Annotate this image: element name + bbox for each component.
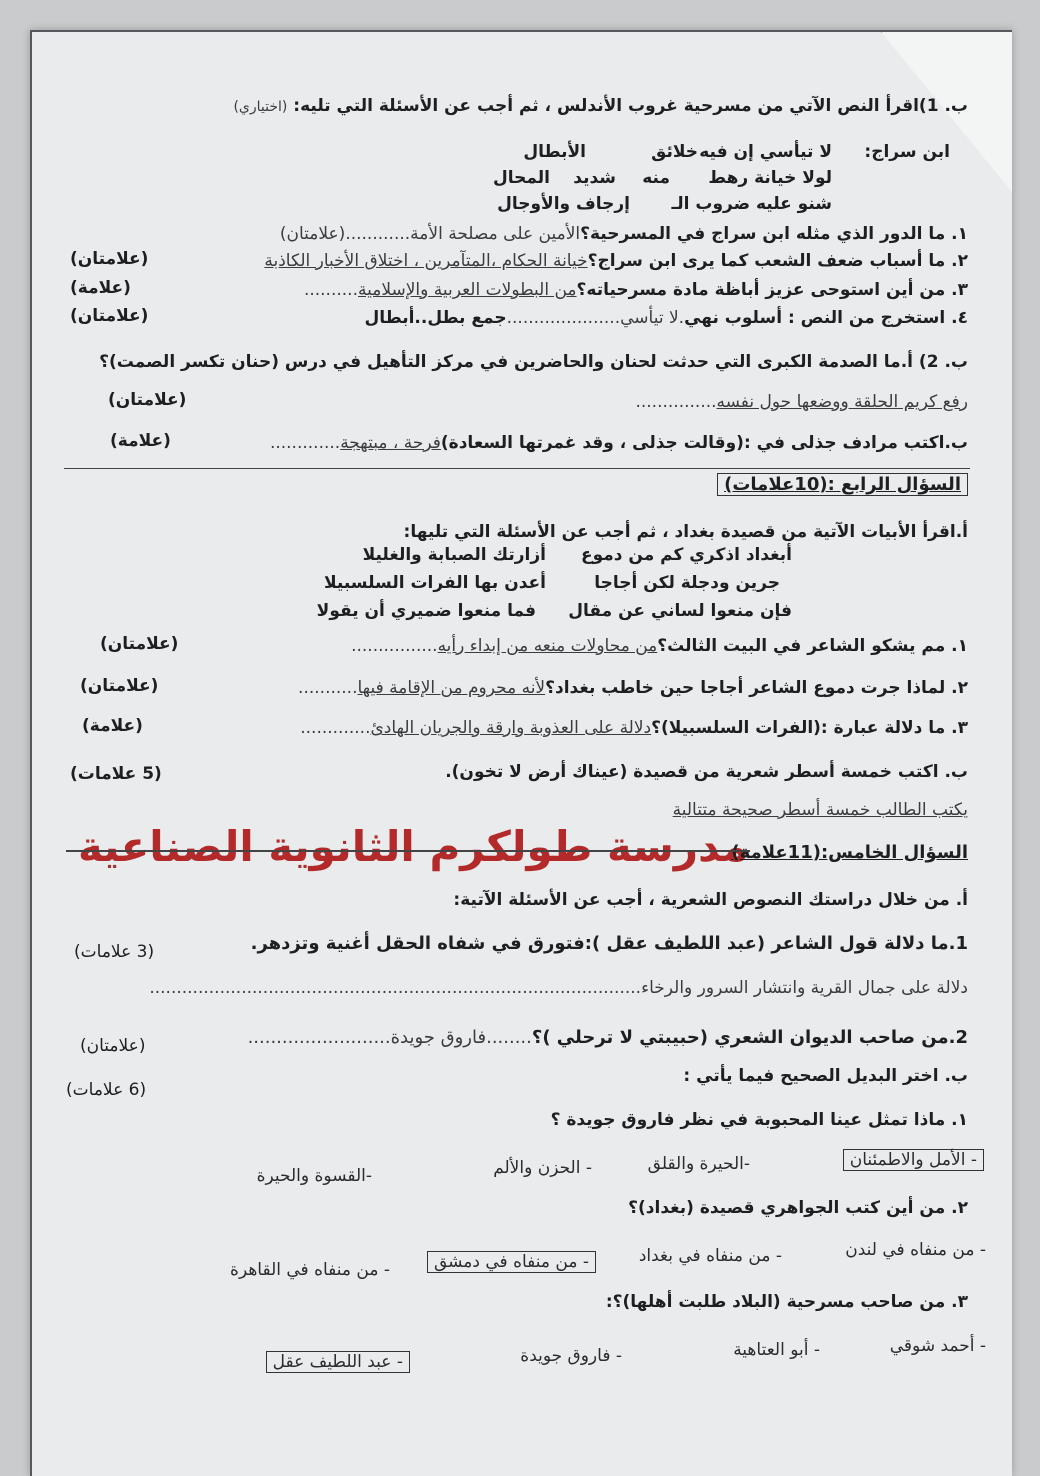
mcq-3-option[interactable]: - أحمد شوقي [889,1336,986,1356]
question-5b: ب. اختر البديل الصحيح فيما يأتي : [683,1066,968,1086]
answer-4b: يكتب الطالب خمسة أسطر صحيحة متتالية [672,800,968,820]
mark-label: (علامتان) [80,676,159,696]
verse-part: الأبطال [523,142,586,162]
mcq-3-option[interactable]: - عبد اللطيف عقل [266,1352,410,1372]
mcq-2-option[interactable]: - من منفاه في القاهرة [230,1260,390,1280]
question-3b-4: ٤. استخرج من النص : أسلوب نهي.لا تيأسي.....................جمع بطل..أبطال [364,308,968,328]
verse-part: منه [642,168,670,188]
answer-5a-1: دلالة على جمال القرية وانتشار السرور والرخاء........................................................................................... [149,978,968,998]
mcq-1: ١. ماذا تمثل عينا المحبوبة في نظر فاروق جويدة ؟ [550,1110,968,1130]
question-4b: ب. اكتب خمسة أسطر شعرية من قصيدة (عيناك أرض لا تخون). [445,762,968,782]
section5-intro: أ. من خلال دراستك النصوص الشعرية ، أجب عن الأسئلة الآتية: [453,890,968,910]
poem-line: فإن منعوا لساني عن مقال [568,601,792,621]
verse-part: لولا خيانة رهط [708,168,832,188]
mcq-2: ٢. من أين كتب الجواهري قصيدة (بغداد)؟ [628,1198,968,1218]
mark-label: (5 علامات) [70,764,162,784]
mcq-2-option[interactable]: - من منفاه في دمشق [427,1252,596,1272]
mcq-3-option[interactable]: - فاروق جويدة [520,1346,622,1366]
mark-label: (علامتان) [108,390,187,410]
mcq-1-option[interactable]: -القسوة والحيرة [256,1166,372,1186]
mcq-3: ٣. من صاحب مسرحية (البلاد طلبت أهلها)؟: [605,1292,968,1312]
verse-speaker: ابن سراج: [864,142,950,162]
question-4a-1: ١. مم يشكو الشاعر في البيت الثالث؟من محاولات منعه من إبداء رأيه................ [351,636,968,656]
question-5a-1: 1.ما دلالة قول الشاعر (عبد اللطيف عقل ):فتورق في شفاه الحقل أغنية وتزدهر. [250,933,968,954]
mcq-3-option[interactable]: - أبو العتاهية [733,1340,820,1360]
question-5a-2: 2.من صاحب الديوان الشعري (حبيبتي لا ترحلي )؟........فاروق جويدة......................... [247,1027,968,1048]
mcq-1-option[interactable]: - الحزن والألم [493,1158,592,1178]
mark-label: (3 علامات) [74,942,155,962]
mark-label: (علامتان) [70,249,149,269]
section5-title: السؤال الخامس:(11علامة) [731,842,968,863]
verse-part: شنو عليه ضروب الـ [671,194,832,214]
divider [64,468,970,469]
mark-label: (6 علامات) [66,1080,147,1100]
mcq-1-option[interactable]: -الحيرة والقلق [647,1154,750,1174]
question-b1: ب. 1)اقرأ النص الآتي من مسرحية غروب الأندلس ، ثم أجب عن الأسئلة التي تليه: (اختياري) [233,96,968,116]
section4-title: السؤال الرابع :(10علامات) [717,474,968,495]
verse-part: خلائق [651,142,698,162]
mcq-1-option[interactable]: - الأمل والاطمئنان [843,1150,984,1170]
question-3b-1: ١. ما الدور الذي مثله ابن سراج في المسرحية؟الأمين على مصلحة الأمة............(علامتان) [279,224,968,244]
strike-line [66,850,750,852]
verse-part: شديد [573,168,616,188]
question-4a-3: ٣. ما دلالة عبارة :(الفرات السلسبيلا)؟دلالة على العذوبة وارقة والجريان الهادئ............. [300,718,968,738]
poem-line: أعدن بها الفرات السلسبيلا [324,573,546,593]
question-b2: ب. 2) أ.ما الصدمة الكبرى التي حدثت لحنان والحاضرين في مركز التأهيل في درس (حنان تكسر الصمت)؟ [99,352,968,372]
mark-label: (علامة) [110,431,171,451]
mcq-2-option[interactable]: - من منفاه في لندن [845,1240,986,1260]
verse-part: لا تيأسي إن فيه [699,142,832,162]
question-b2b: ب.اكتب مرادف جذلى في :(وقالت جذلى ، وقد غمرتها السعادة)فرحة ، مبتهجة............. [269,433,968,453]
answer-b2: رفع كريم الحلقة ووضعها حول نفسه............... [635,392,968,412]
question-3b-3: ٣. من أين استوحى عزيز أباظة مادة مسرحياته؟من البطولات العربية والإسلامية.......... [303,280,968,300]
mark-label: (علامتان) [100,634,179,654]
section4-intro: أ.اقرأ الأبيات الآتية من قصيدة بغداد ، ثم أجب عن الأسئلة التي تليها: [403,522,968,542]
poem-line: أبغداد اذكري كم من دموع [580,545,792,565]
mark-label: (علامتان) [80,1036,146,1056]
question-4a-2: ٢. لماذا جرت دموع الشاعر أجاجا حين خاطب بغداد؟لأنه محروم من الإقامة فيها........... [298,678,968,698]
poem-line: جرين ودجلة لكن أجاجا [594,573,780,593]
mcq-2-option[interactable]: - من منفاه في بغداد [638,1246,782,1266]
poem-line: أزارتك الصبابة والغليلا [362,545,546,565]
poem-line: فما منعوا ضميري أن يقولا [316,601,536,621]
mark-label: (علامة) [70,278,131,298]
verse-part: المحال [493,168,550,188]
school-stamp: مدرسة طولكرم الثانوية الصناعية [78,822,749,871]
verse-part: إرجاف والأوجال [497,194,630,214]
question-3b-2: ٢. ما أسباب ضعف الشعب كما يرى ابن سراج؟خيانة الحكام ،المتآمرين ، اختلاق الأخبار الكاذبة [264,251,968,271]
mark-label: (علامتان) [70,306,149,326]
mark-label: (علامة) [82,716,143,736]
